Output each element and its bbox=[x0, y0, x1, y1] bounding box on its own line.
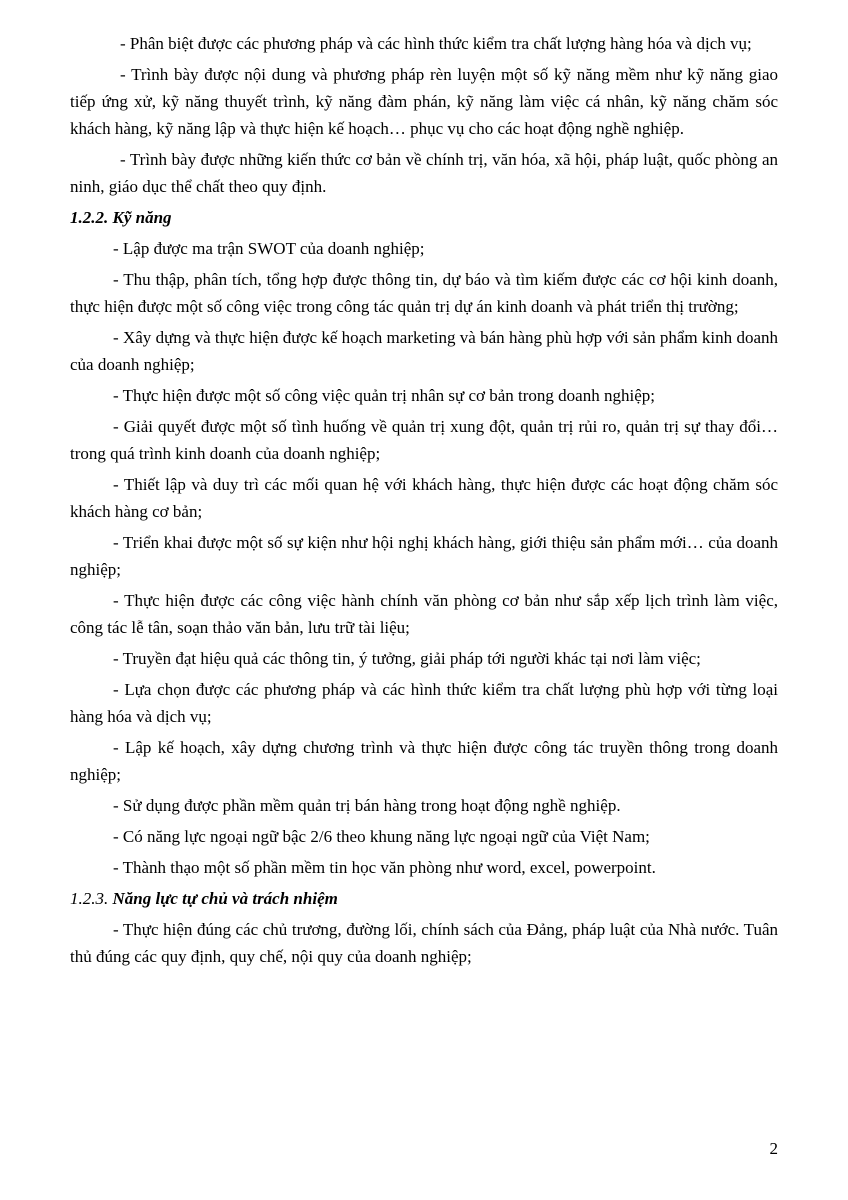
heading-autonomy-number: 1.2.3. bbox=[70, 889, 109, 908]
paragraph-skill-events: - Triển khai được một số sự kiện như hội nghị khách hàng, giới thiệu sản phẩm mới… của doanh nghiệp; bbox=[70, 533, 778, 579]
page-content bbox=[70, 30, 778, 974]
paragraph-skill-marketing: - Xây dựng và thực hiện được kế hoạch marketing và bán hàng phù hợp với sản phẩm kinh doanh của doanh nghiệp; bbox=[70, 328, 778, 374]
paragraph-skill-hr: - Thực hiện được một số công việc quản trị nhân sự cơ bản trong doanh nghiệp; bbox=[113, 386, 655, 405]
paragraph-skill-sales-software: - Sử dụng được phần mềm quản trị bán hàng trong hoạt động nghề nghiệp. bbox=[113, 796, 621, 815]
heading-autonomy-text: Năng lực tự chủ và trách nhiệm bbox=[112, 889, 338, 908]
paragraph-skill-media-plan: - Lập kế hoạch, xây dựng chương trình và thực hiện được công tác truyền thông trong doanh nghiệp; bbox=[70, 738, 778, 784]
paragraph-skill-foreign-language: - Có năng lực ngoại ngữ bậc 2/6 theo khung năng lực ngoại ngữ của Việt Nam; bbox=[113, 827, 650, 846]
paragraph-skill-office-software: - Thành thạo một số phần mềm tin học văn phòng như word, excel, powerpoint. bbox=[113, 858, 656, 877]
paragraph-knowledge-general: - Trình bày được những kiến thức cơ bản về chính trị, văn hóa, xã hội, pháp luật, quốc phòng an ninh, giáo dục thể chất theo quy định. bbox=[70, 150, 778, 196]
paragraph-skill-customer-relations: - Thiết lập và duy trì các mối quan hệ với khách hàng, thực hiện được các hoạt động chăm sóc khách hàng cơ bản; bbox=[70, 475, 778, 521]
paragraph-skill-office: - Thực hiện được các công việc hành chính văn phòng cơ bản như sắp xếp lịch trình làm việc, công tác lễ tân, soạn thảo văn bản, lưu trữ tài liệu; bbox=[70, 591, 778, 637]
paragraph-autonomy-compliance: - Thực hiện đúng các chủ trương, đường lối, chính sách của Đảng, pháp luật của Nhà nước. Tuân thủ đúng các quy định, quy chế, nội quy của doanh nghiệp; bbox=[70, 920, 778, 966]
page-number: 2 bbox=[769, 1139, 778, 1158]
paragraph-skill-communication: - Truyền đạt hiệu quả các thông tin, ý tưởng, giải pháp tới người khác tại nơi làm việc; bbox=[113, 649, 701, 668]
paragraph-skill-quality-control: - Lựa chọn được các phương pháp và các hình thức kiểm tra chất lượng phù hợp với từng loại hàng hóa và dịch vụ; bbox=[70, 680, 778, 726]
paragraph-knowledge-quality-methods: - Phân biệt được các phương pháp và các hình thức kiểm tra chất lượng hàng hóa và dịch vụ; bbox=[120, 34, 752, 53]
paragraph-skill-conflict: - Giải quyết được một số tình huống về quản trị xung đột, quản trị rủi ro, quản trị sự thay đổi… trong quá trình kinh doanh của doanh nghiệp; bbox=[70, 417, 778, 463]
heading-skills: 1.2.2. Kỹ năng bbox=[70, 208, 172, 227]
paragraph-skill-swot: - Lập được ma trận SWOT của doanh nghiệp; bbox=[113, 239, 425, 258]
paragraph-skill-information: - Thu thập, phân tích, tổng hợp được thông tin, dự báo và tìm kiếm được các cơ hội kinh doanh, thực hiện được một số công việc trong công tác quản trị dự án kinh doanh và phát triển thị trường; bbox=[70, 270, 778, 316]
paragraph-knowledge-soft-skills: - Trình bày được nội dung và phương pháp rèn luyện một số kỹ năng mềm như kỹ năng giao tiếp ứng xử, kỹ năng thuyết trình, kỹ năng đàm phán, kỹ năng làm việc cá nhân, kỹ năng chăm sóc khách hàng, kỹ năng lập và thực hiện kế hoạch… phục vụ cho các hoạt động nghề nghiệp. bbox=[70, 65, 778, 138]
heading-autonomy bbox=[70, 885, 778, 912]
